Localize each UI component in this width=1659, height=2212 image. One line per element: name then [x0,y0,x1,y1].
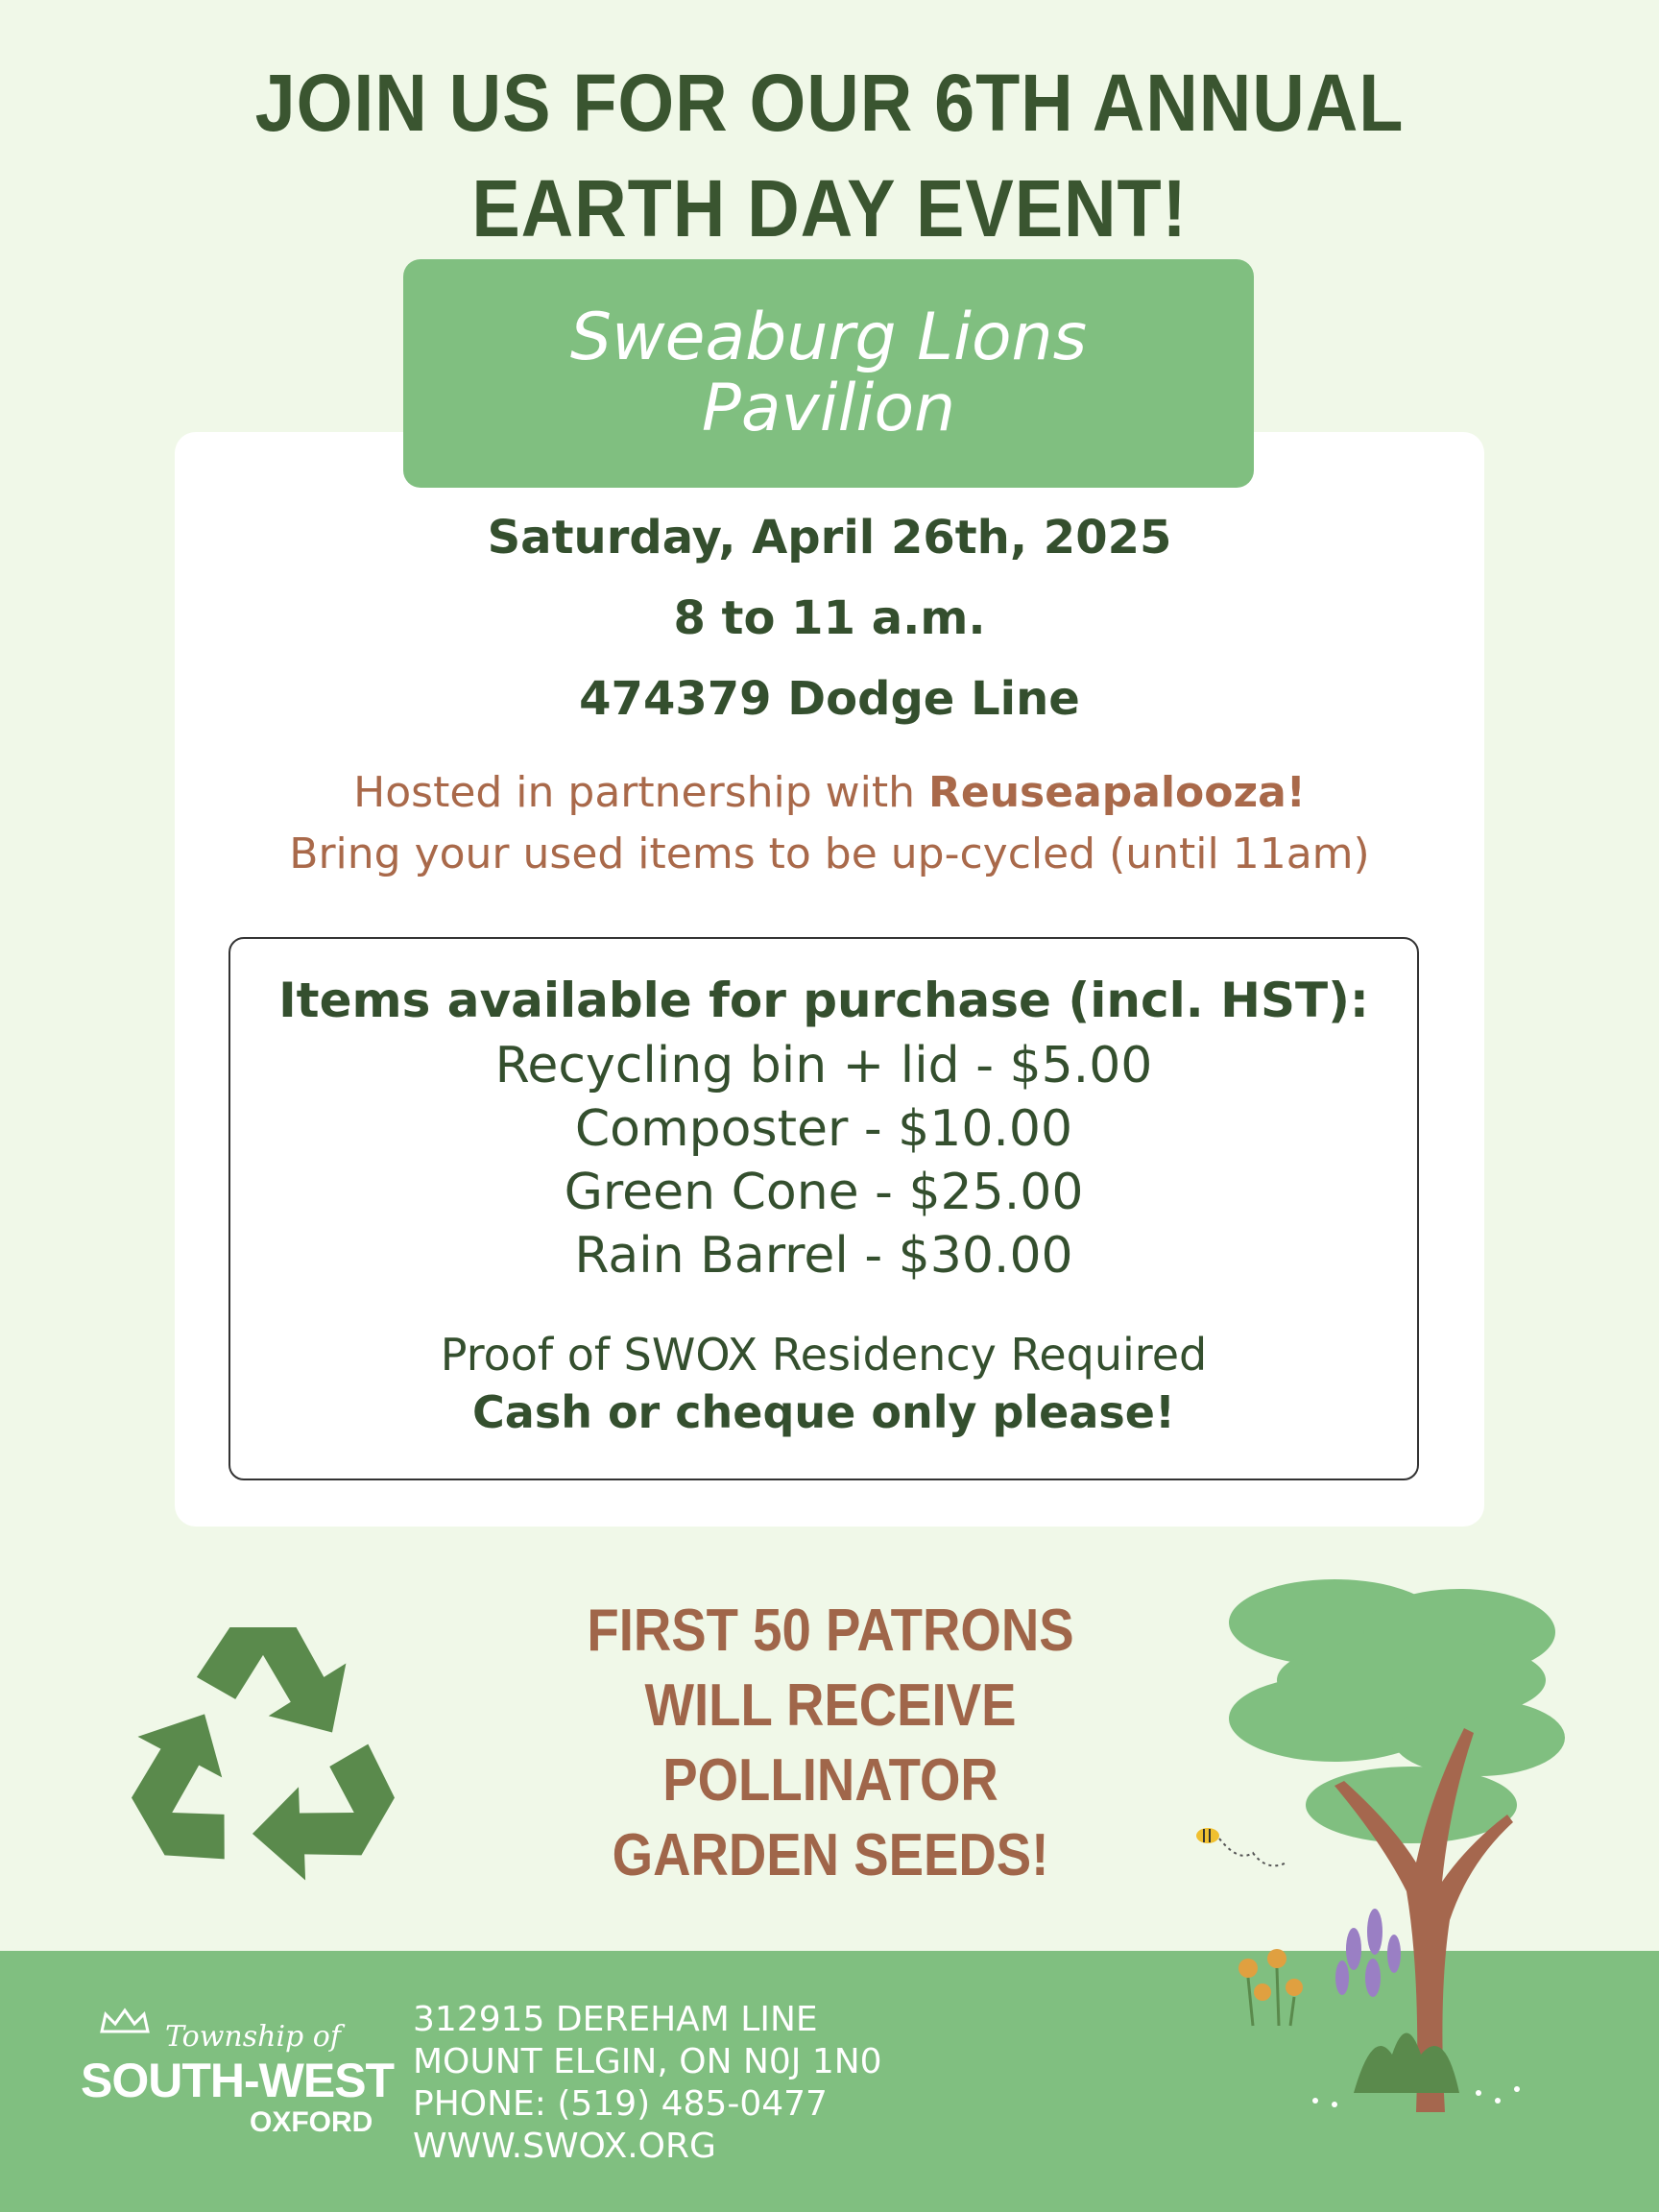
items-heading: Items available for purchase (incl. HST): [278,973,1369,1028]
item-green-cone: Green Cone - $25.00 [564,1164,1084,1221]
partner-name: Reuseapalooza! [927,768,1306,817]
promo-line-3: POLLINATOR [662,1747,998,1814]
payment-note: Cash or cheque only please! [472,1386,1175,1438]
tree-illustration [1190,1575,1623,2112]
title-line-1: JOIN US FOR OUR 6TH ANNUAL [254,58,1405,148]
address-city: MOUNT ELGIN, ON N0J 1N0 [413,2042,882,2081]
items-box [228,937,1419,1480]
logo-sub-text: OXFORD [250,2106,373,2138]
address-website[interactable]: WWW.SWOX.ORG [413,2127,716,2166]
item-composter: Composter - $10.00 [574,1100,1073,1158]
crown-icon [98,2007,152,2035]
bee-icon [1196,1828,1286,1865]
logo-main-text: SOUTH-WEST [81,2054,395,2107]
logo-top-text: Township of [165,2020,341,2054]
event-title [83,50,1575,261]
township-logo [81,2003,397,2147]
promo-text [547,1594,1114,1893]
item-rain-barrel: Rain Barrel - $30.00 [574,1227,1073,1285]
event-time: 8 to 11 a.m. [673,591,986,645]
title-line-2: EARTH DAY EVENT! [471,163,1188,253]
event-date: Saturday, April 26th, 2025 [487,511,1172,565]
venue-banner [403,259,1254,488]
partner-note: Bring your used items to be up-cycled (until 11am) [289,830,1370,878]
venue-line-1: Sweaburg Lions [569,300,1088,375]
address-phone: PHONE: (519) 485-0477 [413,2084,828,2124]
footer-address [413,1999,882,2168]
promo-line-1: FIRST 50 PATRONS [587,1598,1074,1664]
address-street: 312915 DEREHAM LINE [413,2000,818,2039]
partner-prefix: Hosted in partnership with [353,768,928,817]
promo-line-4: GARDEN SEEDS! [612,1822,1049,1888]
partner-line [175,762,1484,824]
event-address: 474379 Dodge Line [579,672,1080,726]
recycle-icon [125,1605,401,1882]
item-recycling-bin: Recycling bin + lid - $5.00 [494,1037,1153,1094]
venue-line-2: Pavilion [701,371,956,446]
promo-line-2: WILL RECEIVE [644,1672,1017,1739]
residency-note: Proof of SWOX Residency Required [440,1329,1208,1381]
